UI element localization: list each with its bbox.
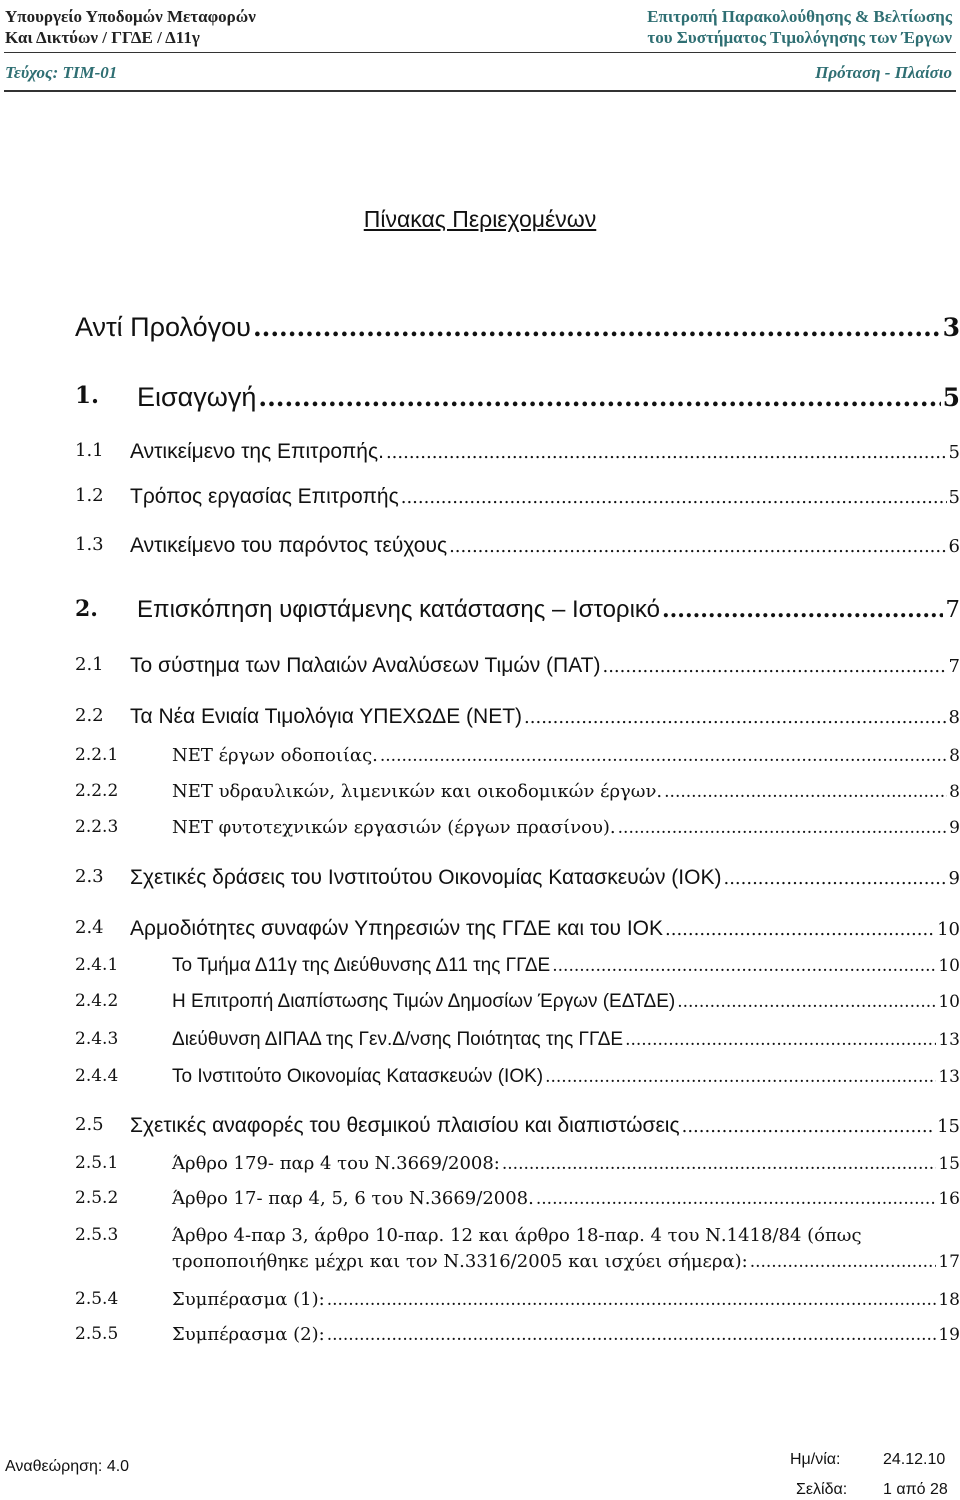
toc-entry-title: Συμπέρασμα (1): bbox=[172, 1289, 325, 1310]
date-label: Ημ/νία: bbox=[790, 1451, 841, 1468]
doc-type-label: Πρόταση - Πλαίσιο bbox=[815, 63, 952, 82]
toc-entry-number: 2.5.4 bbox=[75, 1289, 119, 1309]
toc-leader-dots bbox=[750, 1252, 937, 1272]
toc-leader-dots bbox=[723, 868, 946, 889]
toc-entry-page: 10 bbox=[938, 956, 960, 976]
toc-entry-number: 2.5 bbox=[75, 1114, 104, 1135]
toc-entry-page: 5 bbox=[948, 487, 960, 508]
toc-entry-title: Συμπέρασμα (2): bbox=[172, 1324, 325, 1345]
toc-entry-number: 2.4.4 bbox=[75, 1066, 119, 1086]
toc-leader-dots bbox=[380, 746, 947, 766]
toc-entry-title: Σχετικές αναφορές του θεσμικού πλαισίου και διαπιστώσεις bbox=[130, 1114, 680, 1137]
toc-entry-title-continued: τροποποιήθηκε μέχρι και τον Ν.3316/2005 και ισχύει σήμερα): bbox=[172, 1251, 748, 1272]
toc-entry-page: 3 bbox=[942, 313, 960, 342]
toc-entry-page: 10 bbox=[937, 919, 960, 940]
toc-title: Πίνακας Περιεχομένων bbox=[363, 206, 597, 232]
toc-entry-number: 2.2 bbox=[75, 705, 104, 726]
toc-entry-number: 2.4.1 bbox=[75, 955, 119, 975]
toc-entry-page: 5 bbox=[948, 442, 960, 463]
toc-entry-title: Αντικείμενο του παρόντος τεύχους bbox=[130, 534, 448, 557]
toc-entry-number: 2.1 bbox=[75, 654, 104, 675]
toc-leader-dots bbox=[665, 919, 935, 940]
toc-entry-title: Αρμοδιότητες συναφών Υπηρεσιών της ΓΓΔΕ και του ΙΟΚ bbox=[130, 917, 664, 940]
toc-leader-dots bbox=[536, 1189, 937, 1209]
toc-entry-title: Εισαγωγή bbox=[137, 382, 257, 412]
toc-entry-page: 6 bbox=[948, 536, 960, 557]
toc-leader-dots bbox=[618, 818, 948, 838]
toc-entry-number: 2.2.2 bbox=[75, 781, 119, 801]
toc-entry-title: Τρόπος εργασίας Επιτροπής bbox=[130, 485, 399, 508]
ministry-dept: Και Δικτύων / ΓΓΔΕ / Δ11γ bbox=[5, 28, 200, 47]
toc-entry-title: ΝΕΤ υδραυλικών, λιμενικών και οικοδομικών έργων. bbox=[172, 781, 663, 802]
toc-leader-dots bbox=[401, 487, 947, 508]
toc-entry-page: 7 bbox=[945, 597, 960, 623]
toc-entry-page: 19 bbox=[938, 1325, 960, 1345]
toc-entry-title: Επισκόπηση υφιστάμενης κατάστασης – Ιστορικό bbox=[137, 596, 660, 623]
header-left bbox=[5, 6, 256, 48]
toc-entry-page: 13 bbox=[938, 1067, 960, 1087]
toc-entry-title: Το Τμήμα Δ11γ της Διεύθυνσης Δ11 της ΓΓΔΕ bbox=[172, 955, 551, 976]
header-divider-bottom bbox=[4, 90, 956, 92]
toc-entry-number: 2.5.5 bbox=[75, 1324, 119, 1344]
header-right bbox=[647, 6, 952, 48]
toc-entry-page: 8 bbox=[949, 782, 960, 802]
toc-entry-page: 5 bbox=[942, 383, 960, 412]
toc-entry-title: Το Ινστιτούτο Οικονομίας Κατασκευών (ΙΟΚ) bbox=[172, 1066, 544, 1087]
toc-entry-number: 2.5.1 bbox=[75, 1153, 119, 1173]
toc-leader-dots bbox=[258, 383, 940, 412]
toc-leader-dots bbox=[327, 1325, 937, 1345]
revision-label: Αναθεώρηση: 4.0 bbox=[5, 1458, 130, 1475]
toc-leader-dots bbox=[552, 956, 936, 976]
toc-entry-title: Αντί Προλόγου bbox=[75, 312, 251, 342]
toc-entry-number: 2. bbox=[75, 596, 98, 622]
toc-entry-number: 2.5.2 bbox=[75, 1188, 119, 1208]
toc-entry-title: Άρθρο 17- παρ 4, 5, 6 του Ν.3669/2008. bbox=[172, 1188, 534, 1209]
toc-leader-dots bbox=[682, 1116, 936, 1137]
toc-leader-dots bbox=[327, 1290, 937, 1310]
page-value: 1 από 28 bbox=[883, 1481, 948, 1498]
toc-entry-title: Αντικείμενο της Επιτροπής. bbox=[130, 440, 384, 463]
date-value: 24.12.10 bbox=[883, 1451, 946, 1468]
toc-leader-dots bbox=[386, 442, 947, 463]
toc-entry-page: 18 bbox=[938, 1290, 960, 1310]
toc-leader-dots bbox=[545, 1067, 936, 1087]
toc-entry-number: 2.4.3 bbox=[75, 1029, 119, 1049]
toc-leader-dots bbox=[524, 707, 947, 728]
toc-entry-number: 1.1 bbox=[75, 440, 104, 461]
toc-entry-title: Άρθρο 179- παρ 4 του Ν.3669/2008: bbox=[172, 1153, 500, 1174]
toc-entry-number: 2.5.3 bbox=[75, 1225, 119, 1245]
toc-entry-page: 8 bbox=[949, 746, 960, 766]
committee-name: Επιτροπή Παρακολούθησης & Βελτίωσης bbox=[647, 7, 952, 26]
toc-entry-title: Τα Νέα Ενιαία Τιμολόγια ΥΠΕΧΩΔΕ (ΝΕΤ) bbox=[130, 705, 523, 728]
toc-entry-page: 9 bbox=[948, 868, 960, 889]
committee-subtitle: του Συστήματος Τιμολόγησης των Έργων bbox=[647, 28, 952, 47]
toc-entry-number: 1.2 bbox=[75, 485, 104, 506]
toc-entry-title: ΝΕΤ φυτοτεχνικών εργασιών (έργων πρασίνου). bbox=[172, 817, 616, 838]
toc-entry-title: Σχετικές δράσεις του Ινστιτούτου Οικονομίας Κατασκευών (ΙΟΚ) bbox=[130, 866, 722, 889]
toc-entry-number: 1. bbox=[75, 382, 100, 409]
toc-entry-number: 2.2.3 bbox=[75, 817, 119, 837]
toc-entry-page: 17 bbox=[938, 1252, 960, 1272]
toc-leader-dots bbox=[625, 1030, 936, 1050]
ministry-name: Υπουργείο Υποδομών Μεταφορών bbox=[5, 7, 256, 26]
toc-leader-dots bbox=[662, 597, 943, 623]
issue-label: Τεύχος: ΤΙΜ-01 bbox=[5, 63, 118, 82]
toc-entry-page: 15 bbox=[937, 1116, 960, 1137]
toc-entry-number: 2.4 bbox=[75, 917, 104, 938]
toc-entry-page: 13 bbox=[938, 1030, 960, 1050]
toc-entry-number: 2.3 bbox=[75, 866, 104, 887]
page-label: Σελίδα: bbox=[796, 1481, 848, 1498]
toc-entry-page: 10 bbox=[938, 992, 960, 1012]
toc-entry-title: ΝΕΤ έργων οδοποιίας. bbox=[172, 745, 378, 766]
toc-entry-page: 8 bbox=[948, 707, 960, 728]
toc-entry-title: Άρθρο 4-παρ 3, άρθρο 10-παρ. 12 και άρθρο 18-παρ. 4 του Ν.1418/84 (όπως bbox=[172, 1225, 862, 1246]
toc-entry-title: Διεύθυνση ΔΙΠΑΔ της Γεν.Δ/νσης Ποιότητας της ΓΓΔΕ bbox=[172, 1029, 624, 1050]
toc-leader-dots bbox=[602, 656, 946, 677]
toc-entry-number: 2.4.2 bbox=[75, 991, 119, 1011]
toc-entry-title: Η Επιτροπή Διαπίστωσης Τιμών Δημοσίων Έργων (ΕΔΤΔΕ) bbox=[172, 991, 676, 1012]
toc-entry-number: 1.3 bbox=[75, 534, 104, 555]
header-divider bbox=[4, 52, 956, 53]
toc-entry-page: 16 bbox=[938, 1189, 960, 1209]
toc-leader-dots bbox=[664, 782, 947, 802]
toc-entry-page: 15 bbox=[938, 1154, 960, 1174]
toc-leader-dots bbox=[253, 313, 941, 342]
toc-entry-number: 2.2.1 bbox=[75, 745, 119, 765]
toc-leader-dots bbox=[502, 1154, 937, 1174]
toc-entry-page: 9 bbox=[949, 818, 960, 838]
toc-leader-dots bbox=[449, 536, 946, 557]
toc-leader-dots bbox=[677, 992, 936, 1012]
toc-entry-page: 7 bbox=[948, 656, 960, 677]
toc-entry-title: Το σύστημα των Παλαιών Αναλύσεων Τιμών (ΠΑΤ) bbox=[130, 654, 601, 677]
